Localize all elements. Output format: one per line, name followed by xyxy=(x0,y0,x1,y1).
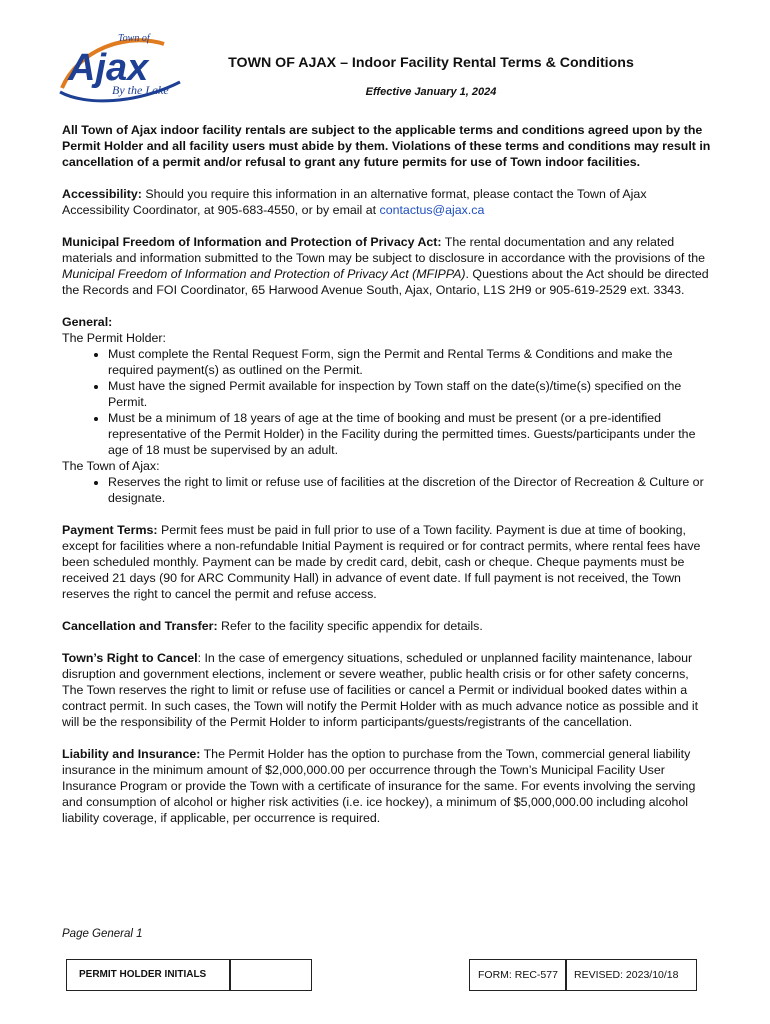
logo-town-of: Town of xyxy=(118,33,150,44)
mfippa-heading: Municipal Freedom of Information and Protection of Privacy Act: xyxy=(62,235,442,249)
list-item: • Reserves the right to limit or refuse use of facilities at the discretion of the Director of Recreation & Culture or designate. xyxy=(108,474,712,506)
liability-section xyxy=(62,746,712,826)
right-to-cancel-heading: Town’s Right to Cancel xyxy=(62,651,198,665)
mfippa-act-name: Municipal Freedom of Information and Protection of Privacy Act (MFIPPA) xyxy=(62,267,466,281)
document-body xyxy=(62,122,712,842)
mfippa-section xyxy=(62,234,712,298)
cancellation-heading: Cancellation and Transfer: xyxy=(62,619,218,633)
intro-paragraph: All Town of Ajax indoor facility rentals are subject to the applicable terms and conditions agreed upon by the Permit Holder and all facility users must abide by them. Violations of these terms and conditions may result in cancellation of a permit and/or refusal to grant any future permits for use of Town indoor facilities. xyxy=(62,123,711,169)
document-title: TOWN OF AJAX – Indoor Facility Rental Terms & Conditions xyxy=(228,55,634,71)
general-heading: General: xyxy=(62,315,113,329)
list-item: • Must have the signed Permit available for inspection by Town staff on the date(s)/time(s) specified on the Permit. xyxy=(108,378,712,410)
town-intro: The Town of Ajax: xyxy=(62,459,160,473)
general-section xyxy=(62,314,712,506)
cancellation-text: Refer to the facility specific appendix for details. xyxy=(217,619,483,633)
payment-text: Permit fees must be paid in full prior to use of a Town facility. Payment is due at time of booking, except for facilities where a non-refundable Initial Payment is required or for contract permits, where rental fees have been scheduled monthly. Payment can be made by credit card, debit, cash or cheque. Cheque payments must be received 21 days (90 for ARC Community Hall) in advance of event date. If full payment is not received, the Town reserves the right to cancel the permit and refuse access. xyxy=(62,523,701,601)
liability-text: The Permit Holder has the option to purchase from the Town, commercial general liability insurance in the minimum amount of $2,000,000.00 per occurrence through the Town’s Municipal Facility User Insurance Program or provide the Town with a certificate of insurance for the same. For events involving the serving and consumption of alcohol or higher risk activities (i.e. ice hockey), a minimum of $5,000,000.00 including alcohol liability coverage, if applicable, per occurrence is required. xyxy=(62,747,696,825)
payment-section xyxy=(62,522,712,602)
town-logo xyxy=(56,30,186,108)
permit-holder-initials-label: PERMIT HOLDER INITIALS xyxy=(66,959,230,991)
list-item: • Must be a minimum of 18 years of age at the time of booking and must be present (or a pre-identified representative of the Permit Holder) in the Facility during the permitted times. Guests/participants under the age of 18 must be supervised by an adult. xyxy=(108,410,712,458)
revised-date: REVISED: 2023/10/18 xyxy=(566,959,697,991)
permit-holder-intro: The Permit Holder: xyxy=(62,331,166,345)
town-list xyxy=(62,474,712,506)
ajax-logo-graphic xyxy=(56,30,186,108)
accessibility-section xyxy=(62,186,712,218)
mfippa-text-1: The rental documentation and any related materials and information submitted to the Town may be subject to disclosure in accordance with the provisions of the xyxy=(62,235,706,265)
right-to-cancel-section xyxy=(62,650,712,730)
permit-holder-initials-field[interactable] xyxy=(230,959,312,991)
list-item: • Must complete the Rental Request Form, sign the Permit and Rental Terms & Conditions and make the required payment(s) as outlined on the Permit. xyxy=(108,346,712,378)
payment-heading: Payment Terms: xyxy=(62,523,158,537)
form-number: FORM: REC-577 xyxy=(469,959,566,991)
mfippa-text-2: . Questions about the Act should be directed the Records and FOI Coordinator, 65 Harwood Avenue South, Ajax, Ontario, L1S 2H9 or 905-619-2529 ext. 3343. xyxy=(62,267,709,297)
contact-email-link[interactable]: contactus@ajax.ca xyxy=(379,203,485,217)
logo-tagline: By the Lake xyxy=(112,83,169,97)
effective-date: Effective January 1, 2024 xyxy=(365,86,497,98)
liability-heading: Liability and Insurance: xyxy=(62,747,201,761)
right-to-cancel-text: : In the case of emergency situations, scheduled or unplanned facility maintenance, labour disruption and government elections, inclement or severe weather, public health crisis or for other safety concerns, The Town reserves the right to limit or refuse use of facilities or cancel a Permit or individual booked dates within a contract permit. In such cases, the Town will notify the Permit Holder with as much advance notice as possible and it will be the responsibility of the Permit Holder to inform participants/guests/registrants of the cancellation. xyxy=(62,651,699,729)
page-label: Page General 1 xyxy=(62,928,143,940)
accessibility-heading: Accessibility: xyxy=(62,187,142,201)
logo-name: Ajax xyxy=(68,47,149,89)
permit-holder-list xyxy=(62,346,712,458)
cancellation-section xyxy=(62,618,712,634)
accessibility-text: Should you require this information in an alternative format, please contact the Town of Ajax Accessibility Coordinator, at 905-683-4550, or by email at xyxy=(62,187,647,217)
